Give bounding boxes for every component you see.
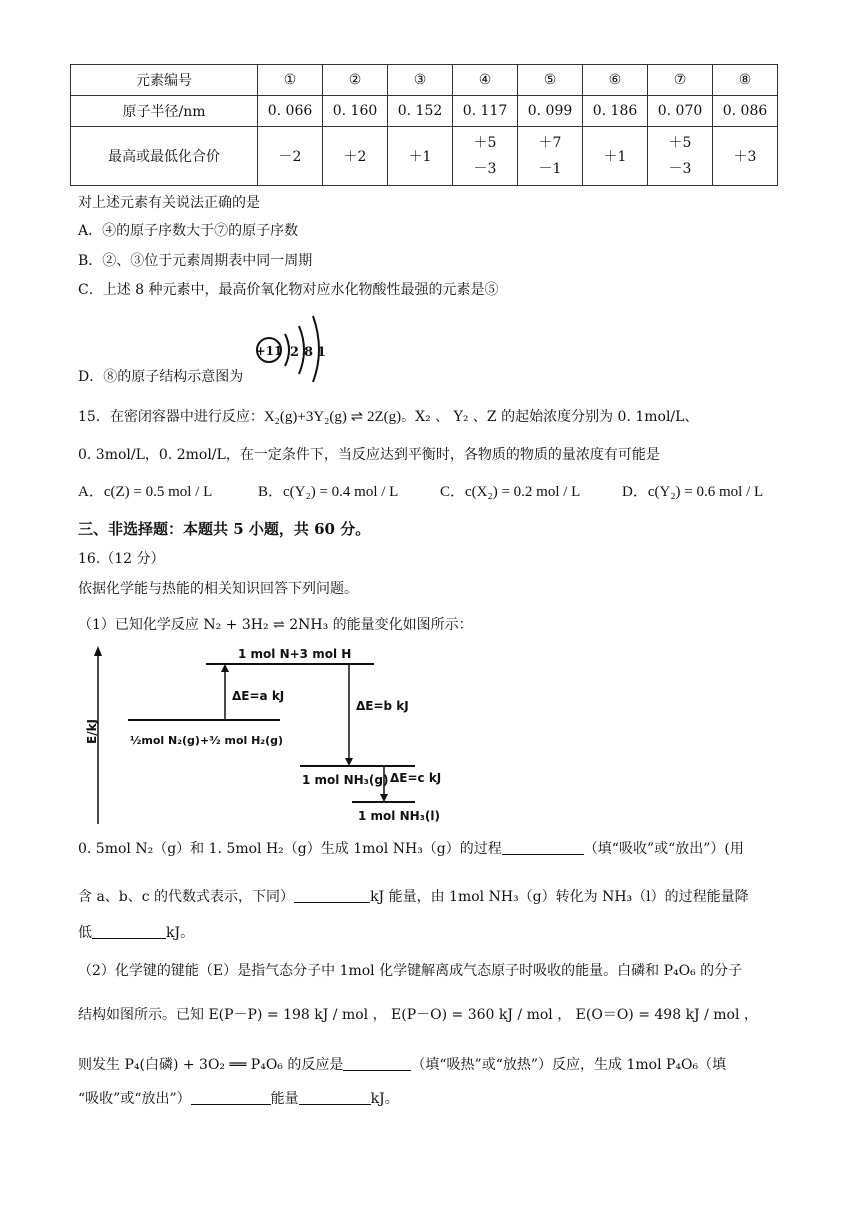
valence-bottom: －3 bbox=[668, 161, 692, 177]
q16-p1-line2-b: kJ 能量，由 1mol NH₃（g）转化为 NH₃（l）的过程能量降 bbox=[370, 889, 749, 905]
valence-top: ＋5 bbox=[668, 135, 692, 151]
radius-cell: 0. 117 bbox=[453, 96, 518, 127]
q16-p2-line3 bbox=[78, 1054, 726, 1074]
header-label: 元素编号 bbox=[71, 65, 258, 96]
valence-top: －2 bbox=[278, 149, 302, 165]
radius-cell: 0. 070 bbox=[648, 96, 713, 127]
element-id: ① bbox=[258, 65, 323, 96]
delta-e-b: ΔE=b kJ bbox=[356, 699, 409, 713]
level-top-label: 1 mol N+3 mol H bbox=[238, 647, 352, 661]
q15-line1-a: 15．在密闭容器中进行反应： bbox=[78, 409, 264, 425]
delta-e-a: ΔE=a kJ bbox=[232, 689, 285, 703]
q16-p2-line4-b: 能量 bbox=[270, 1091, 299, 1107]
answer-blank[interactable] bbox=[191, 1090, 271, 1105]
valence-cell bbox=[258, 127, 323, 186]
level-bottom-label: 1 mol NH₃(l) bbox=[358, 809, 440, 823]
q16-p1-line2-a: 含 a、b、c 的代数式表示，下同） bbox=[78, 889, 295, 905]
valence-cell bbox=[648, 127, 713, 186]
atom-structure-diagram bbox=[255, 312, 327, 388]
level-left-label: ½mol N₂(g)+³⁄₂ mol H₂(g) bbox=[130, 734, 284, 747]
y-axis-label: E/kJ bbox=[85, 718, 99, 744]
shell-count: 8 bbox=[304, 345, 314, 360]
q14-option-d: D．⑧的原子结构示意图为 bbox=[78, 369, 244, 385]
valence-bottom: －1 bbox=[538, 161, 562, 177]
q14-stem: 对上述元素有关说法正确的是 bbox=[78, 195, 260, 211]
q15-option-b: B．c(Y₂) = 0.4 mol / L bbox=[258, 484, 399, 500]
element-id: ⑦ bbox=[648, 65, 713, 96]
valence-bottom: －3 bbox=[473, 161, 497, 177]
element-id: ⑤ bbox=[518, 65, 583, 96]
radius-cell: 0. 160 bbox=[323, 96, 388, 127]
element-id: ② bbox=[323, 65, 388, 96]
q16-p1-line3-a: 低 bbox=[78, 925, 92, 941]
valence-top: ＋2 bbox=[343, 149, 367, 165]
shell-count: 1 bbox=[317, 345, 327, 360]
q16-p1-line3 bbox=[78, 922, 194, 942]
level-mid-label: 1 mol NH₃(g) bbox=[302, 773, 389, 787]
section-title: 三、非选择题：本题共 5 小题，共 60 分。 bbox=[78, 520, 371, 538]
valence-label: 最高或最低化合价 bbox=[71, 127, 258, 186]
radius-cell: 0. 066 bbox=[258, 96, 323, 127]
q16-p1-line1-b: （填“吸收”或“放出”）(用 bbox=[583, 841, 744, 857]
radius-cell: 0. 086 bbox=[713, 96, 778, 127]
element-id: ③ bbox=[388, 65, 453, 96]
element-id: ⑥ bbox=[583, 65, 648, 96]
q15-option-c: C．c(X₂) = 0.2 mol / L bbox=[440, 484, 581, 500]
valence-cell bbox=[518, 127, 583, 186]
q15-line1 bbox=[78, 406, 698, 426]
energy-diagram bbox=[70, 644, 470, 834]
valence-cell bbox=[583, 127, 648, 186]
radius-cell: 0. 186 bbox=[583, 96, 648, 127]
valence-top: ＋1 bbox=[603, 149, 627, 165]
q16-p1-line1 bbox=[78, 838, 744, 858]
element-id: ⑧ bbox=[713, 65, 778, 96]
element-id: ④ bbox=[453, 65, 518, 96]
q16-intro: 依据化学能与热能的相关知识回答下列问题。 bbox=[78, 581, 358, 597]
valence-top: ＋1 bbox=[408, 149, 432, 165]
q15-line1-b: 。X₂ 、 Y₂ 、Z 的起始浓度分别为 0. 1mol/L、 bbox=[401, 409, 699, 425]
valence-cell bbox=[323, 127, 388, 186]
q16-p1-line1-a: 0. 5mol N₂（g）和 1. 5mol H₂（g）生成 1mol NH₃（g）的过程 bbox=[78, 841, 502, 857]
answer-blank[interactable] bbox=[502, 840, 584, 855]
valence-cell bbox=[453, 127, 518, 186]
answer-blank[interactable] bbox=[294, 888, 370, 903]
valence-cell bbox=[388, 127, 453, 186]
q16-p2-line3-a: 则发生 P₄(白磷) + 3O₂ ══ P₄O₆ 的反应是 bbox=[78, 1057, 344, 1073]
q16-p2-line1: （2）化学键的键能（E）是指气态分子中 1mol 化学键解离成气态原子时吸收的能量。白磷和 P₄O₆ 的分子 bbox=[78, 963, 743, 979]
q15-option-a: A．c(Z) = 0.5 mol / L bbox=[78, 484, 213, 500]
q15-equation: X₂(g)+3Y₂(g) ⇌ 2Z(g) bbox=[263, 409, 402, 425]
q14-option-b: B．②、③位于元素周期表中同一周期 bbox=[78, 253, 313, 269]
radius-cell: 0. 099 bbox=[518, 96, 583, 127]
valence-cell bbox=[713, 127, 778, 186]
shell-count: 2 bbox=[290, 345, 300, 360]
answer-blank[interactable] bbox=[343, 1056, 411, 1071]
answer-blank[interactable] bbox=[299, 1090, 371, 1105]
radius-label: 原子半径/nm bbox=[71, 96, 258, 127]
q16-p2-line3-b: （填“吸热”或“放热”）反应，生成 1mol P₄O₆（填 bbox=[411, 1057, 727, 1073]
valence-top: ＋5 bbox=[473, 135, 497, 151]
q16-p1-line3-b: kJ。 bbox=[166, 925, 195, 941]
q15-line2: 0. 3mol/L，0. 2mol/L，在一定条件下，当反应达到平衡时，各物质的物质的量浓度有可能是 bbox=[78, 447, 660, 463]
valence-top: ＋7 bbox=[538, 135, 562, 151]
valence-top: ＋3 bbox=[733, 149, 757, 165]
q16-p1-line2 bbox=[78, 886, 749, 906]
q15-option-d: D．c(Y₂) = 0.6 mol / L bbox=[622, 484, 764, 500]
q16-part1: （1）已知化学反应 N₂ + 3H₂ ⇌ 2NH₃ 的能量变化如图所示： bbox=[78, 617, 473, 633]
q16-p2-line4 bbox=[78, 1088, 399, 1108]
nucleus-label: +11 bbox=[255, 344, 283, 358]
delta-e-c: ΔE=c kJ bbox=[390, 771, 442, 785]
q16-number: 16.（12 分） bbox=[78, 551, 165, 567]
element-table bbox=[70, 64, 778, 186]
q14-option-a: A．④的原子序数大于⑦的原子序数 bbox=[78, 223, 299, 239]
q16-p2-line4-a: “吸收”或“放出”） bbox=[78, 1091, 191, 1107]
q16-p2-line4-c: kJ。 bbox=[370, 1091, 399, 1107]
q14-option-c: C．上述 8 种元素中，最高价氧化物对应水化物酸性最强的元素是⑤ bbox=[78, 282, 499, 298]
radius-cell: 0. 152 bbox=[388, 96, 453, 127]
q16-p2-line2: 结构如图所示。已知 E(P－P) = 198 kJ / mol ， E(P－O) = 360 kJ / mol ， E(O＝O) = 498 kJ / mol ， bbox=[78, 1007, 758, 1023]
answer-blank[interactable] bbox=[92, 924, 166, 939]
